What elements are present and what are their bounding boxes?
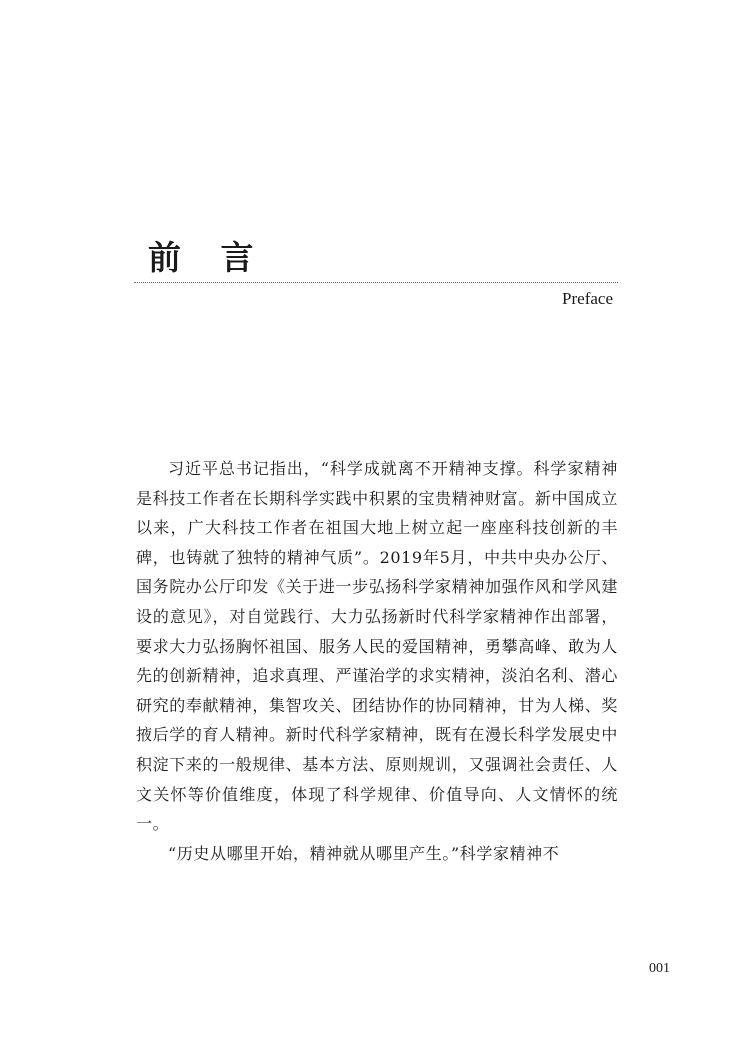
page-subtitle: Preface bbox=[562, 289, 613, 308]
page-number: 001 bbox=[649, 961, 670, 976]
paragraph: “历史从哪里开始，精神就从哪里产生。”科学家精神不 bbox=[168, 843, 560, 863]
title-divider bbox=[134, 282, 618, 283]
page-title: 前 言 bbox=[148, 238, 268, 277]
paragraph: 习近平总书记指出，“科学成就离不开精神支撑。科学家精神是科技工作者在长期科学实践中积累的宝贵精神财富。新中国成立以来，广大科技工作者在祖国大地上树立起一座座科技创新的丰碑，也铸就了独特的精神气质”。2019年5月，中共中央办公厅、国务院办公厅印发《关于进一步弘扬科学家精神加强作风和学风建设的意见》，对自觉践行、大力弘扬新时代科学家精神作出部署，要求大力弘扬胸怀祖国、服务人民的爱国精神，勇攀高峰、敢为人先的创新精神，追求真理、严谨治学的求实精神，淡泊名利、潜心研究的奉献精神，集智攻关、团结协作的协同精神，甘为人梯、奖掖后学的育人精神。新时代科学家精神，既有在漫长科学发展史中积淀下来的一般规律、基本方法、原则规训，又强调社会责任、人文关怀等价值维度，体现了科学规律、价值导向、人文情怀的统一。 bbox=[136, 459, 618, 834]
body-text bbox=[136, 454, 618, 868]
